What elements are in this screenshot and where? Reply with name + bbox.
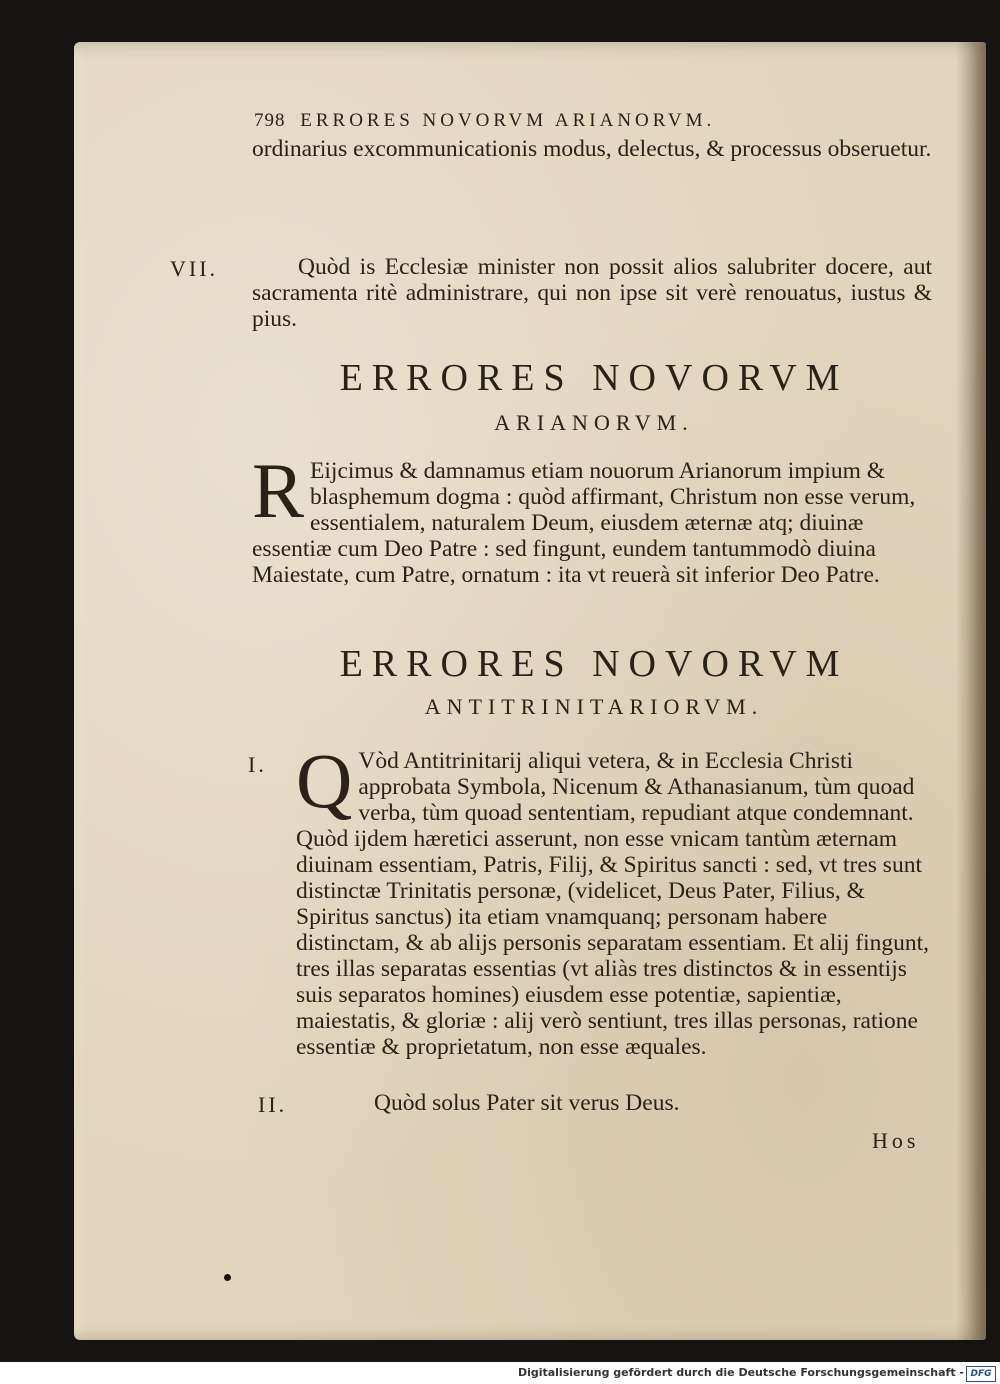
- arian-text: Eijcimus & damnamus etiam nouorum Arianorum impium & blasphemum dogma : quòd affirmant, Christum non esse verum, essentialem, naturalem Deum, eiusdem æternæ atq; diuinæ essentiæ cum Deo Patre : sed fingunt, eundem tantummodò diuina Maiestate, cum Patre, ornatum : ita vt reuerà sit inferior Deo Patre.: [252, 458, 916, 588]
- continuation-paragraph: ordinarius excommunicationis modus, delectus, & processus obseruetur.: [252, 136, 932, 162]
- antitrinitarian-article-i: [296, 737, 932, 1060]
- article-number-vii: VII.: [170, 256, 219, 281]
- footer-bar: [0, 1362, 1000, 1384]
- ink-dot: [224, 1274, 231, 1281]
- section-heading-antitrinitarian: ERRORES NOVORVM: [339, 643, 849, 685]
- drop-cap-q: Q: [296, 737, 353, 824]
- arian-paragraph: [252, 447, 932, 588]
- book-page: [74, 42, 986, 1340]
- article-number-ii: II.: [258, 1092, 288, 1117]
- article-i-text: Vòd Antitrinitarij aliqui vetera, & in Ecclesia Christi approbata Symbola, Nicenum & Athanasianum, tùm quoad verba, tùm quoad sententiam, repudiant atque condemnant. Quòd ijdem hæretici asserunt, non esse vnicam tantùm æternam diuinam essentiam, Patris, Filij, & Spiritus sancti : sed, vt tres sunt distinctæ Trinitatis personæ, (videlicet, Deus Pater, Filius, & Spiritus sanctus) ita etiam vnamquanq; personam habere distinctam, & ab alijs personis separatam essentiam. Et alij fingunt, tres illas separatas essentias (vt aliàs tres distinctos & in essentijs suis separatos homines) eiusdem esse potentiæ, sapientiæ, maiestatis, & gloriæ : alij verò sentiunt, tres illas personas, ratione essentiæ & proprietatum, non esse æquales.: [296, 748, 930, 1060]
- dfg-logo: DFG: [966, 1366, 996, 1382]
- section-heading-arian: ERRORES NOVORVM: [339, 357, 849, 399]
- section-subheading-antitrinitarian: ANTITRINITARIORVM.: [424, 694, 764, 719]
- running-head: [254, 110, 914, 132]
- drop-cap-r: R: [252, 447, 305, 534]
- page-number: 798: [254, 110, 286, 131]
- article-vii-text: Quòd is Ecclesiæ minister non possit alios salubriter docere, aut sacramenta ritè administrare, qui non ipse sit verè renouatus, iustus & pius.: [252, 254, 932, 332]
- article-ii-text: Quòd solus Pater sit verus Deus.: [374, 1090, 680, 1116]
- page-gutter-shadow: [956, 42, 986, 1340]
- section-subheading-arian: ARIANORVM.: [494, 410, 694, 435]
- article-number-i: I.: [248, 752, 267, 777]
- footer-funding-note: Digitalisierung gefördert durch die Deutsche Forschungsgemeinschaft -: [517, 1366, 964, 1379]
- catchword: Hos: [872, 1128, 920, 1153]
- running-head-title: ERRORES NOVORVM ARIANORVM.: [300, 110, 716, 131]
